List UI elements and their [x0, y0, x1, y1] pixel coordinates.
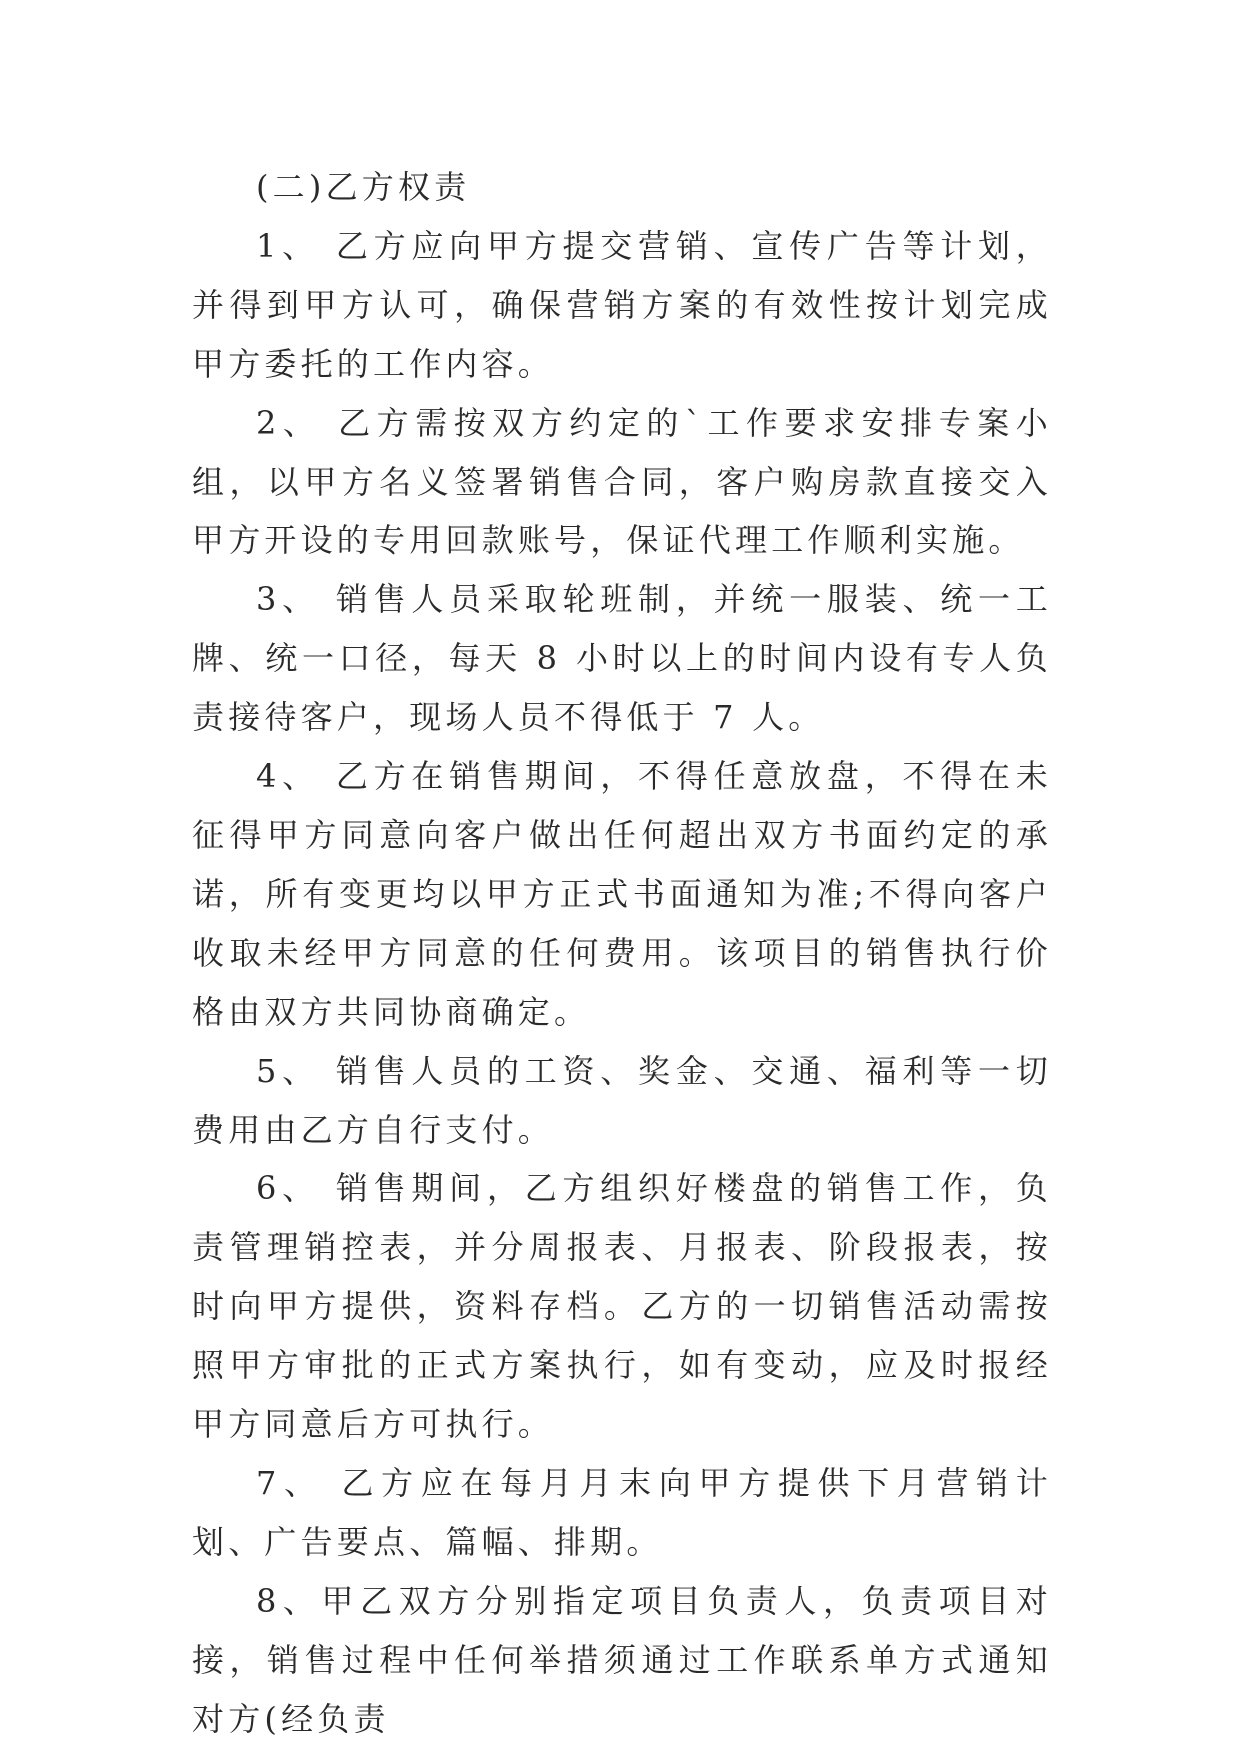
clause-4: 4、 乙方在销售期间，不得任意放盘，不得在未征得甲方同意向客户做出任何超出双方书面约定的承诺，所有变更均以甲方正式书面通知为准;不得向客户收取未经甲方同意的任何费用。该项目的销售执行价格由双方共同协商确定。 [192, 757, 1052, 1031]
clause-2: 2、 乙方需按双方约定的`工作要求安排专案小组，以甲方名义签署销售合同，客户购房款直接交入甲方开设的专用回款账号，保证代理工作顺利实施。 [192, 403, 1052, 560]
section-heading: (二)乙方权责 [256, 168, 471, 206]
clause-1: 1、 乙方应向甲方提交营销、宣传广告等计划，并得到甲方认可，确保营销方案的有效性按计划完成甲方委托的工作内容。 [192, 226, 1052, 383]
document-body [192, 158, 1052, 1748]
clause-7: 7、 乙方应在每月月末向甲方提供下月营销计划、广告要点、篇幅、排期。 [192, 1463, 1052, 1561]
clause-3: 3、 销售人员采取轮班制，并统一服装、统一工牌、统一口径，每天 8 小时以上的时间内设有专人负责接待客户，现场人员不得低于 7 人。 [192, 580, 1052, 737]
clause-8: 8、甲乙双方分别指定项目负责人，负责项目对接，销售过程中任何举措须通过工作联系单方式通知对方(经负责 [192, 1581, 1052, 1738]
clause-6: 6、 销售期间，乙方组织好楼盘的销售工作，负责管理销控表，并分周报表、月报表、阶段报表，按时向甲方提供，资料存档。乙方的一切销售活动需按照甲方审批的正式方案执行，如有变动，应及时报经甲方同意后方可执行。 [192, 1169, 1052, 1444]
clause-5: 5、 销售人员的工资、奖金、交通、福利等一切费用由乙方自行支付。 [192, 1051, 1052, 1149]
